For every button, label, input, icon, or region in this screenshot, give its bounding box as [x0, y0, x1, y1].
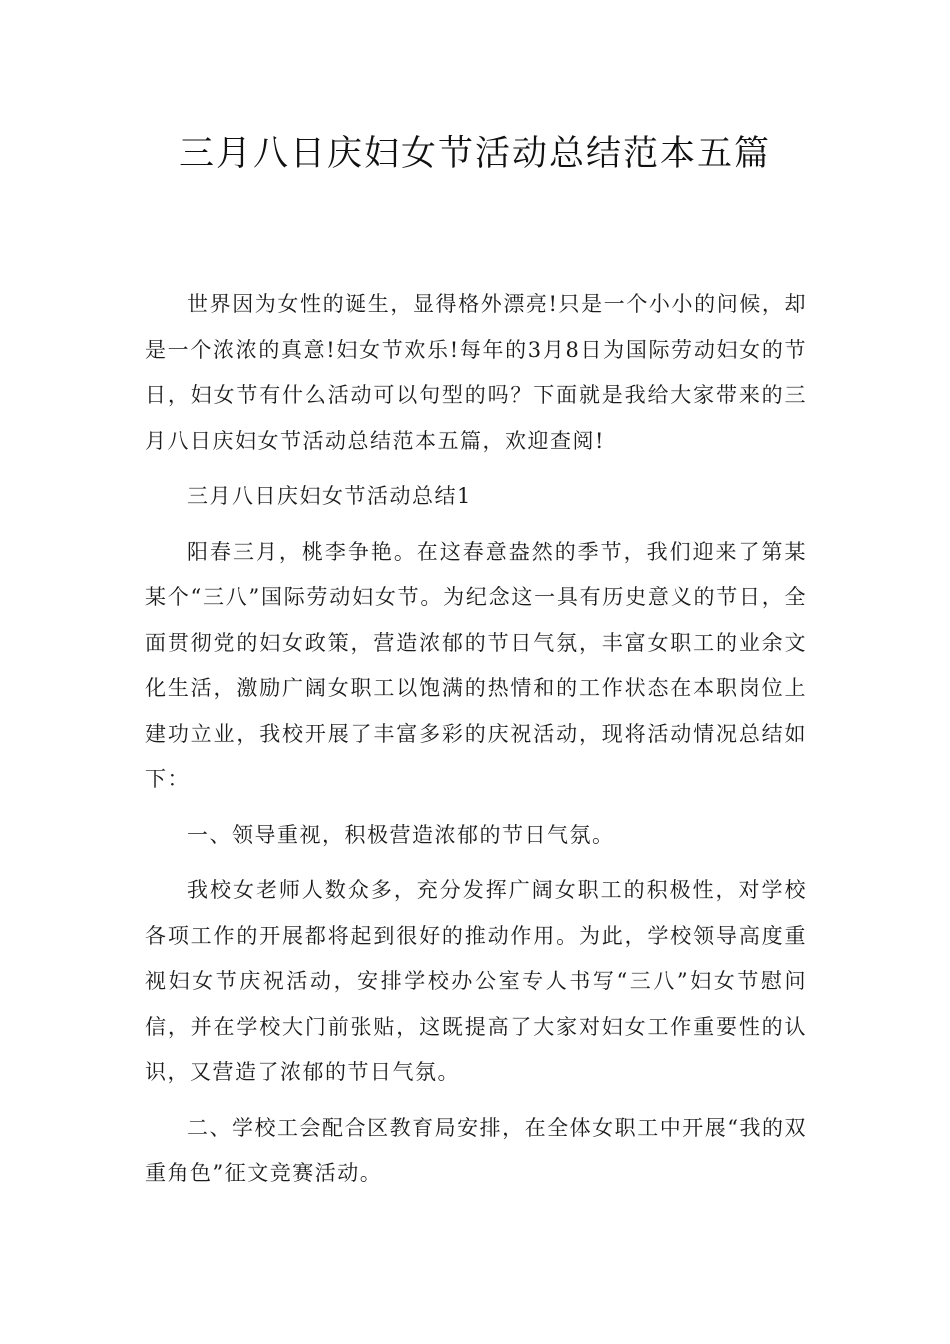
document-title: 三月八日庆妇女节活动总结范本五篇 — [178, 134, 771, 174]
body-paragraph: 阳春三月，桃李争艳。在这春意盎然的季节，我们迎来了第某某个“三八”国际劳动妇女节。为纪念这一具有历史意义的节日，全面贯彻党的妇女政策，营造浓郁的节日气氛，丰富女职工的业余文化生活，激励广阔女职工以饱满的热情和的工作状态在本职岗位上建功立业，我校开展了丰富多彩的庆祝活动，现将活动情况总结如下： — [145, 539, 807, 791]
subsection-heading: 二、学校工会配合区教育局安排，在全体女职工中开展“我的双重角色”征文竞赛活动。 — [145, 1115, 807, 1185]
body-paragraph: 我校女老师人数众多，充分发挥广阔女职工的积极性，对学校各项工作的开展都将起到很好的推动作用。为此，学校领导高度重视妇女节庆祝活动，安排学校办公室专人书写“三八”妇女节慰问信，并在学校大门前张贴，这既提高了大家对妇女工作重要性的认识，又营造了浓郁的节日气氛。 — [145, 878, 807, 1084]
intro-paragraph: 世界因为女性的诞生，显得格外漂亮!只是一个小小的问候，却是一个浓浓的真意!妇女节欢乐!每年的3月8日为国际劳动妇女的节日，妇女节有什么活动可以句型的吗？下面就是我给大家带来的三月八日庆妇女节活动总结范本五篇，欢迎查阅! — [145, 292, 807, 453]
section-heading: 三月八日庆妇女节活动总结1 — [187, 484, 472, 508]
document-body — [145, 282, 807, 1207]
subsection-heading: 一、领导重视，积极营造浓郁的节日气氛。 — [187, 822, 615, 847]
